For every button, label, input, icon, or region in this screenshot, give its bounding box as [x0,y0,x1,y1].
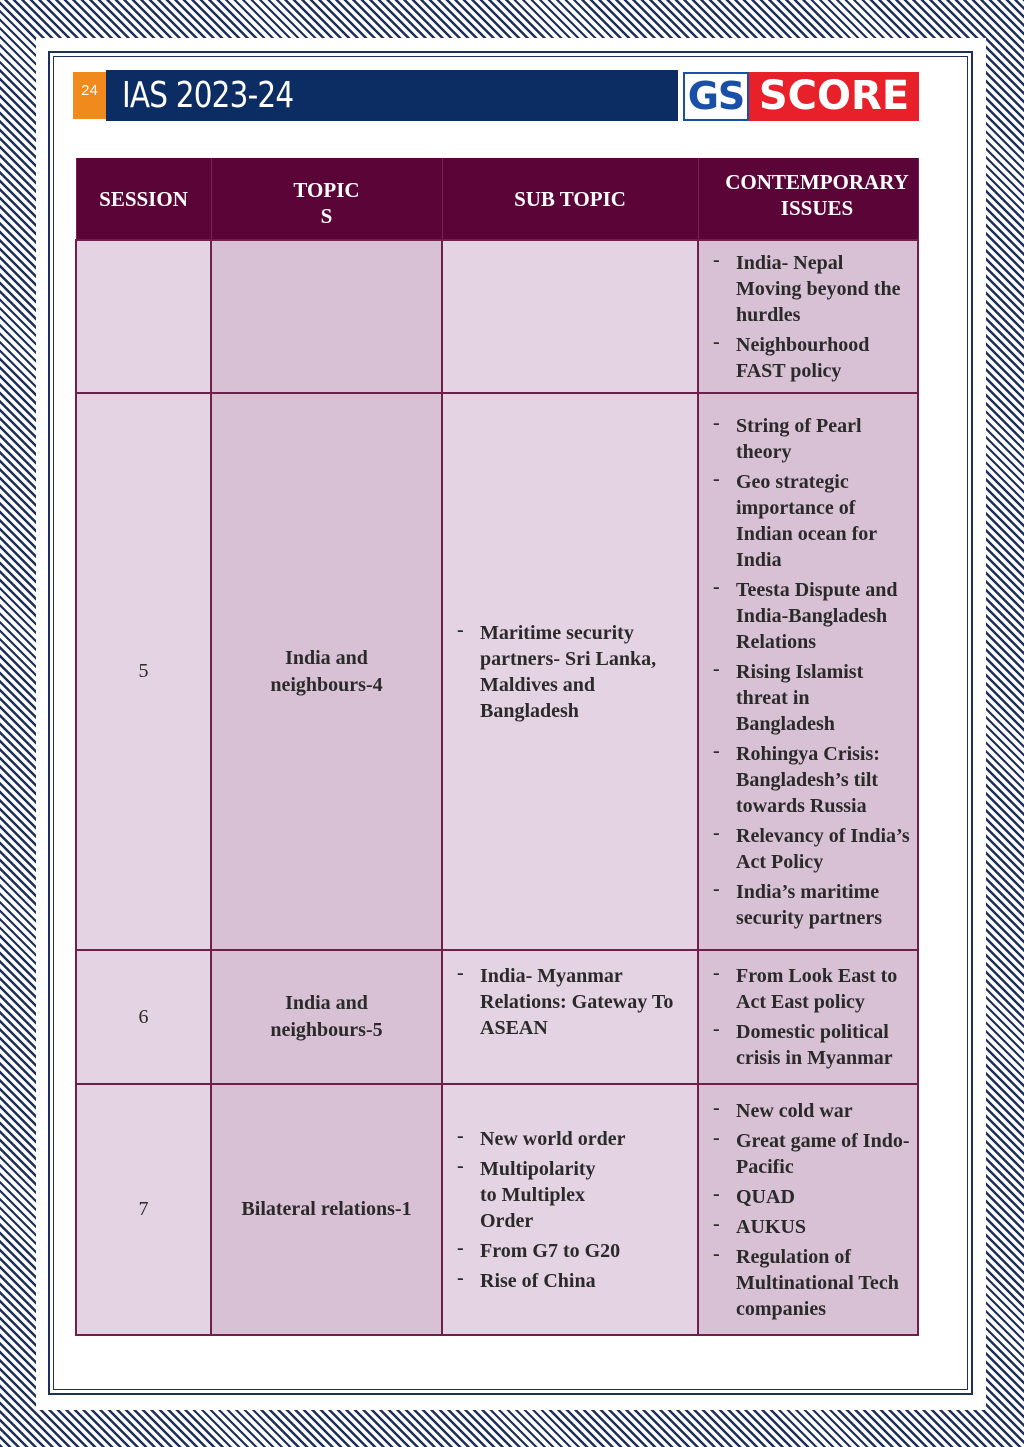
list-item: - Domestic political crisis in Myanmar [699,1019,917,1071]
sub-topic-cell [442,950,698,1084]
list-item: - Relevancy of India’s Act Policy [699,823,917,875]
topic-cell [211,240,442,393]
issues-list [699,250,917,384]
page-number-badge: 24 [73,72,106,119]
list-item: - Geo strategic importance of Indian ocean for India [699,469,917,573]
table-row [76,1084,918,1335]
header-title-bar [106,70,678,121]
list-item: - From G7 to G20 [443,1238,697,1264]
list-item: - New cold war [699,1098,917,1124]
list-item: - India- Nepal Moving beyond the hurdles [699,250,917,328]
list-item: - AUKUS [699,1214,917,1240]
sub-topic-cell [442,1084,698,1335]
list-item: - New world order [443,1126,697,1152]
topic-cell: India and neighbours-5 [211,950,442,1084]
list-item: - QUAD [699,1184,917,1210]
schedule-table [75,158,919,1336]
sub-topic-list [443,963,697,1041]
list-item: - Teesta Dispute and India-Bangladesh Relations [699,577,917,655]
list-item: - Rise of China [443,1268,697,1294]
header-title: IAS 2023-24 [122,75,294,116]
table-header-row [76,158,918,240]
list-item: - Great game of Indo-Pacific [699,1128,917,1180]
topic-cell: India and neighbours-4 [211,393,442,950]
list-item: - Multipolarity to Multiplex Order [443,1156,697,1234]
issues-cell [698,950,918,1084]
list-item: - India- Myanmar Relations: Gateway To ASEAN [443,963,697,1041]
sub-topic-cell [442,393,698,950]
table-row [76,240,918,393]
sub-topic-list [443,1126,697,1294]
session-cell: 6 [76,950,211,1084]
issues-cell [698,240,918,393]
header-topics: TOPIC S [211,158,442,240]
list-item: - Regulation of Multinational Tech companies [699,1244,917,1322]
session-cell [76,240,211,393]
header-contemporary-issues: CONTEMPORARY ISSUES [698,158,918,240]
session-cell: 5 [76,393,211,950]
issues-cell [698,393,918,950]
list-item: - India’s maritime security partners [699,879,917,931]
list-item: - Maritime security partners- Sri Lanka, Maldives and Bangladesh [443,620,697,724]
list-item: - String of Pearl theory [699,413,917,465]
logo-gs-text: GS [683,72,749,121]
issues-list [699,1098,917,1322]
sub-topic-cell [442,240,698,393]
issues-list [699,963,917,1071]
list-item: - Rising Islamist threat in Bangladesh [699,659,917,737]
list-item: - Rohingya Crisis: Bangladesh’s tilt towards Russia [699,741,917,819]
table-row [76,393,918,950]
header-session: SESSION [76,158,211,240]
logo-score-text: SCORE [749,72,919,121]
session-cell: 7 [76,1084,211,1335]
list-item: - Neighbourhood FAST policy [699,332,917,384]
topic-cell: Bilateral relations-1 [211,1084,442,1335]
issues-cell [698,1084,918,1335]
gs-score-logo [683,72,919,121]
table-row [76,950,918,1084]
sub-topic-list [443,620,697,724]
list-item: - From Look East to Act East policy [699,963,917,1015]
header-sub-topic: SUB TOPIC [442,158,698,240]
issues-list [699,413,917,931]
